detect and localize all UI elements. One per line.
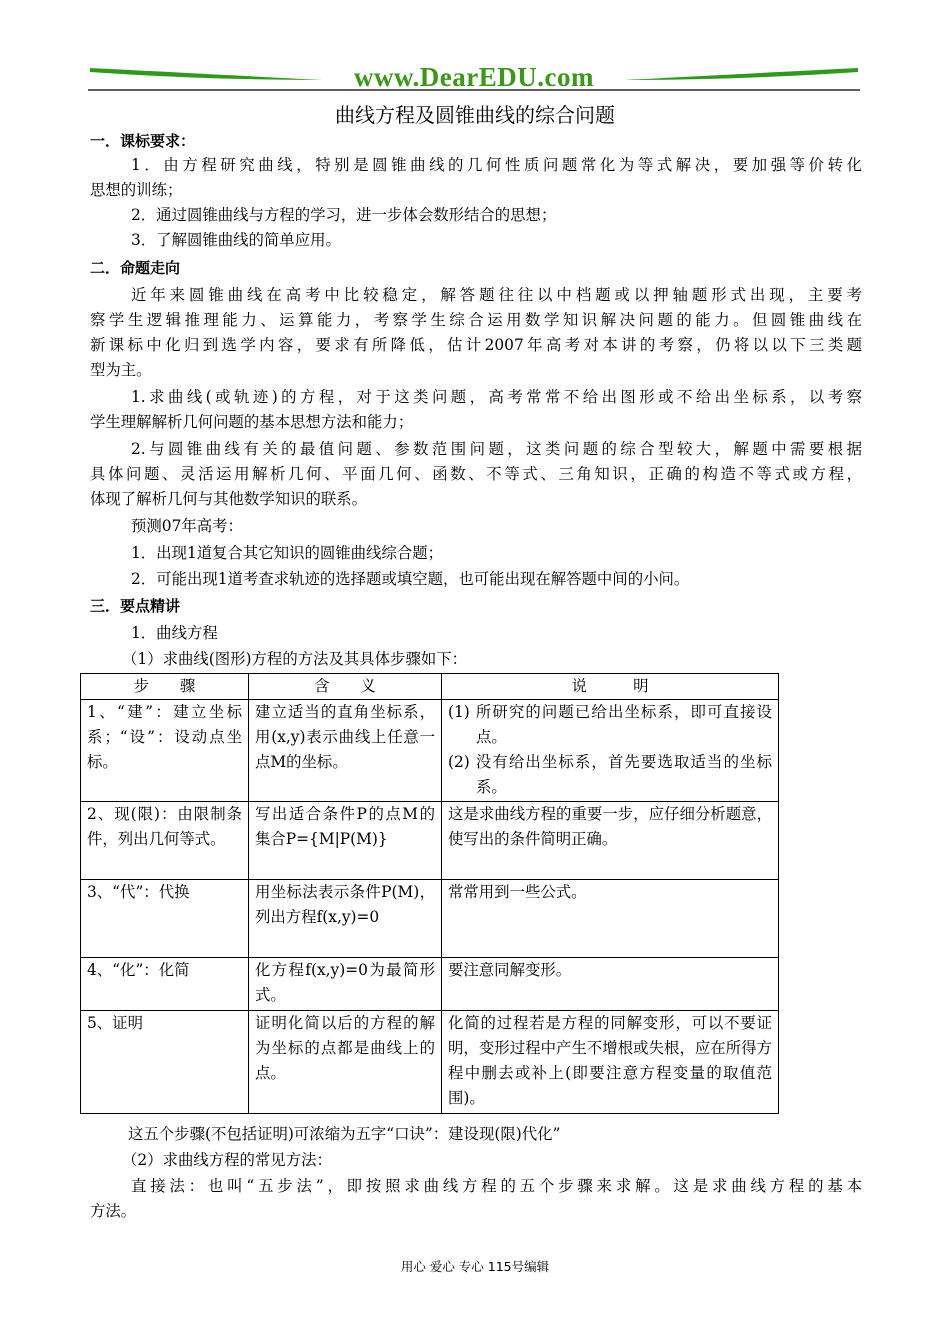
site-logo: www.DearEDU.com	[354, 62, 594, 92]
step-cell: 3、“代”：代换	[81, 880, 249, 958]
list-item: 2．可能出现1道考查求轨迹的选择题或填空题，也可能出现在解答题中间的小问。	[131, 570, 690, 588]
paragraph-line: 新课标中化归到选学内容，要求有所降低，估计2007年高考对本讲的考察，仍将以以下三类题	[90, 336, 862, 354]
step-cell: 1、“建”：建立坐标系；“设”：设动点坐标。	[81, 700, 249, 802]
note-item: (1) 所研究的问题已给出坐标系，即可直接设点。	[448, 703, 772, 746]
step-cell: 4、“化”：化简	[81, 958, 249, 1011]
meaning-cell: 写出适合条件P的点M的集合P={M|P(M)}	[249, 802, 442, 880]
meaning-cell: 建立适当的直角坐标系，用(x,y)表示曲线上任意一点M的坐标。	[249, 700, 442, 802]
column-header: 说 明	[442, 674, 779, 700]
subheading: 1．曲线方程	[131, 624, 218, 642]
section-heading: 一．课标要求：	[90, 132, 196, 150]
list-item: 2．通过圆锥曲线与方程的学习，进一步体会数形结合的思想；	[131, 206, 557, 224]
paragraph-line: 1．由方程研究曲线，特别是圆锥曲线的几何性质问题常化为等式解决，要加强等价转化	[131, 156, 862, 174]
meaning-cell: 证明化简以后的方程的解为坐标的点都是曲线上的点。	[249, 1011, 442, 1114]
paragraph-line: 型为主。	[90, 361, 152, 379]
subheading: （1）求曲线(图形)方程的方法及其具体步骤如下：	[122, 650, 468, 668]
page-title: 曲线方程及圆锥曲线的综合问题	[335, 103, 615, 127]
steps-table	[80, 673, 779, 1114]
step-cell: 5、证明	[81, 1011, 249, 1114]
page-footer: 用心 爱心 专心 115号编辑	[400, 1259, 550, 1274]
paragraph-line: 方法。	[90, 1202, 137, 1220]
paragraph-line: 1.求曲线(或轨迹)的方程，对于这类问题，高考常常不给出图形或不给出坐标系，以考察	[131, 388, 862, 406]
table-row	[81, 1011, 779, 1114]
site-header-banner	[88, 58, 860, 96]
section-heading: 三．要点精讲	[90, 597, 181, 615]
paragraph-line: 具体问题、灵活运用解析几何、平面几何、函数、不等式、三角知识，正确的构造不等式或方程，	[90, 465, 862, 483]
notes-cell: 这是求曲线方程的重要一步，应仔细分析题意，使写出的条件简明正确。	[442, 802, 779, 880]
table-header-row	[81, 674, 779, 700]
paragraph-line: 预测07年高考：	[131, 517, 243, 535]
paragraph-line: 2.与圆锥曲线有关的最值问题、参数范围问题，这类问题的综合型较大，解题中需要根据	[131, 440, 862, 458]
meaning-cell: 用坐标法表示条件P(M)，列出方程f(x,y)=0	[249, 880, 442, 958]
section-heading: 二．命题走向	[90, 259, 181, 277]
paragraph-line: 体现了解析几何与其他数学知识的联系。	[90, 490, 368, 508]
summary-text: 这五个步骤(不包括证明)可浓缩为五字“口诀”：建设现(限)代化”	[128, 1125, 561, 1143]
meaning-cell: 化方程f(x,y)=0为最简形式。	[249, 958, 442, 1011]
paragraph-line: 近年来圆锥曲线在高考中比较稳定，解答题往往以中档题或以押轴题形式出现，主要考	[131, 286, 862, 304]
notes-cell	[442, 700, 779, 802]
table-row	[81, 802, 779, 880]
notes-cell: 要注意同解变形。	[442, 958, 779, 1011]
notes-cell: 常常用到一些公式。	[442, 880, 779, 958]
table-row	[81, 958, 779, 1011]
table-row	[81, 700, 779, 802]
table-row	[81, 880, 779, 958]
note-item: (2) 没有给出坐标系，首先要选取适当的坐标系。	[448, 753, 772, 796]
column-header: 步 骤	[81, 674, 249, 700]
list-item: 1．出现1道复合其它知识的圆锥曲线综合题；	[131, 544, 444, 562]
subheading: （2）求曲线方程的常见方法：	[122, 1151, 332, 1169]
paragraph-line: 学生理解解析几何问题的基本思想方法和能力；	[90, 413, 414, 431]
step-cell: 2、现(限)：由限制条件，列出几何等式。	[81, 802, 249, 880]
paragraph-line: 察学生逻辑推理能力、运算能力，考察学生综合运用数学知识解决问题的能力。但圆锥曲线在	[90, 311, 862, 329]
column-header: 含 义	[249, 674, 442, 700]
list-item: 3．了解圆锥曲线的简单应用。	[131, 231, 341, 249]
paragraph-line: 思想的训练；	[90, 181, 183, 199]
notes-cell: 化简的过程若是方程的同解变形，可以不要证明，变形过程中产生不增根或失根，应在所得方程中删去或补上(即要注意方程变量的取值范围)。	[442, 1011, 779, 1114]
paragraph-line: 直接法：也叫“五步法”，即按照求曲线方程的五个步骤来求解。这是求曲线方程的基本	[131, 1177, 862, 1195]
